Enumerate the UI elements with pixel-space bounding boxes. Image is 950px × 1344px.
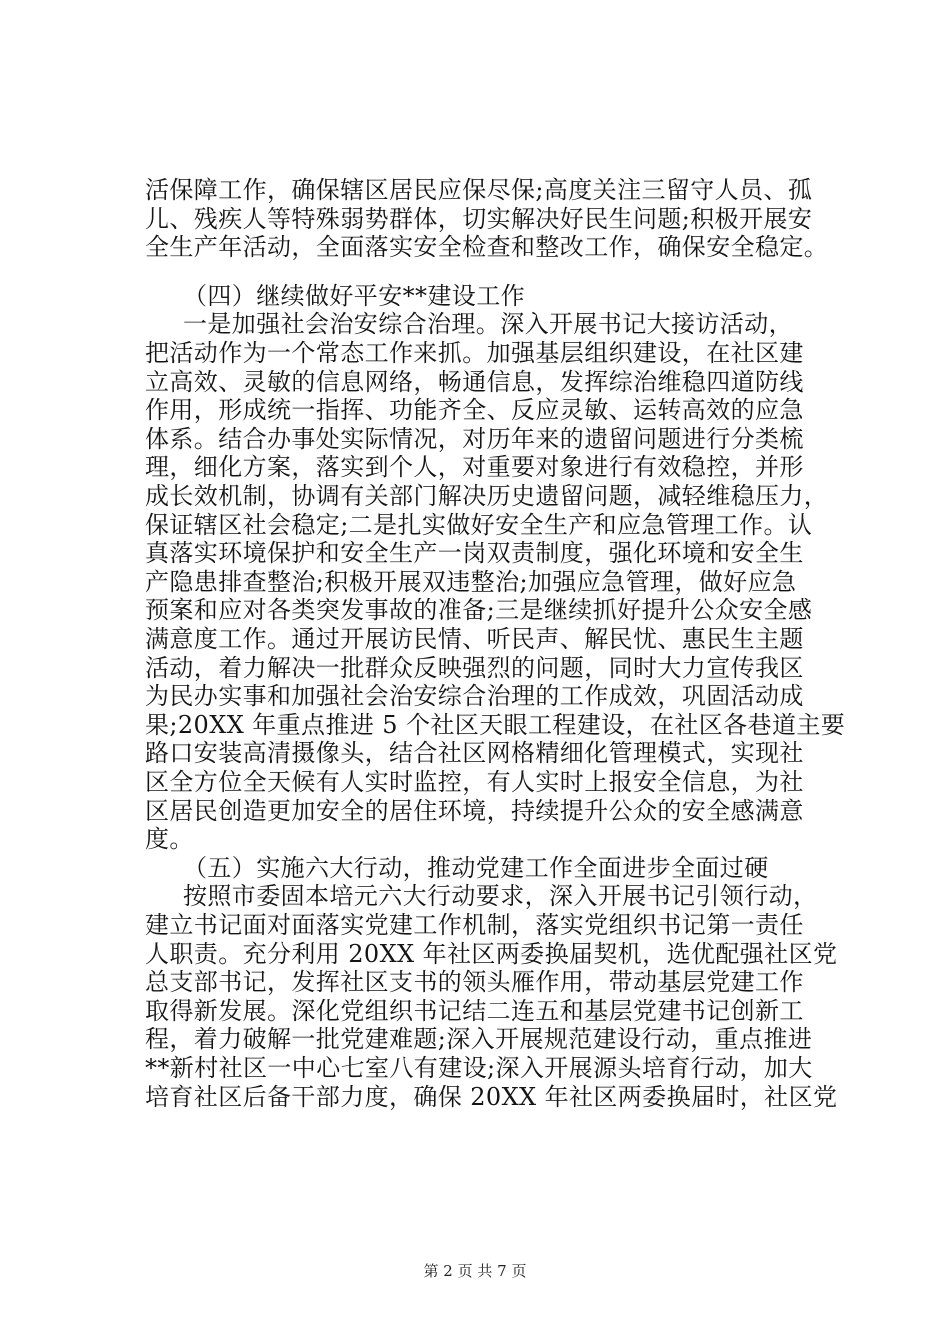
text-line: 预案和应对各类突发事故的准备;三是继续抓好提升公众安全感 [145,596,813,624]
text-line: **新村社区一中心七室八有建设;深入开展源头培育行动，加大 [145,1054,813,1082]
text-line: 区居民创造更加安全的居住环境，持续提升公众的安全感满意 [145,797,804,825]
text-line: 体系。结合办事处实际情况，对历年来的遗留问题进行分类梳 [145,425,804,453]
text-line: 作用，形成统一指挥、功能齐全、反应灵敏、运转高效的应急 [145,396,804,424]
text-line: 路口安装高清摄像头，结合社区网格精细化管理模式，实现社 [145,739,804,767]
text-line: 取得新发展。深化党组织书记结二连五和基层党建书记创新工 [145,997,804,1025]
text-line: 总支部书记，发挥社区支书的领头雁作用，带动基层党建工作 [145,968,804,996]
text-line: 果;20XX 年重点推进 5 个社区天眼工程建设，在社区各巷道主要 [145,711,846,739]
text-line: 成长效机制，协调有关部门解决历史遗留问题，减轻维稳压力， [145,482,829,510]
text-line: 立高效、灵敏的信息网络，畅通信息，发挥综治维稳四道防线 [145,368,804,396]
text-line: 建立书记面对面落实党建工作机制，落实党组织书记第一责任 [145,911,804,939]
text-line: 儿、残疾人等特殊弱势群体，切实解决好民生问题;积极开展安 [145,205,813,233]
section-heading: （五）实施六大行动，推动党建工作全面进步全面过硬 [183,854,769,882]
text-line: 满意度工作。通过开展访民情、听民声、解民忧、惠民生主题 [145,625,804,653]
text-line: 把活动作为一个常态工作来抓。加强基层组织建设，在社区建 [145,339,804,367]
text-line: 保证辖区社会稳定;二是扎实做好安全生产和应急管理工作。认 [145,511,813,539]
text-line: 活保障工作，确保辖区居民应保尽保;高度关注三留守人员、孤 [145,176,813,204]
text-line: 度。 [145,825,194,853]
text-line: 理，细化方案，落实到个人，对重要对象进行有效稳控，并形 [145,453,804,481]
text-line: 全生产年活动，全面落实安全检查和整改工作，确保安全稳定。 [145,233,829,261]
text-line: 人职责。充分利用 20XX 年社区两委换届契机，选优配强社区党 [145,940,838,968]
page-number-footer: 第 2 页 共 7 页 [423,1262,527,1280]
text-line: 为民办实事和加强社会治安综合治理的工作成效，巩固活动成 [145,682,804,710]
text-line: 按照市委固本培元六大行动要求，深入开展书记引领行动， [183,882,818,910]
text-line: 程，着力破解一批党建难题;深入开展规范建设行动，重点推进 [145,1025,813,1053]
section-heading: （四）继续做好平安**建设工作 [183,282,525,310]
text-line: 一是加强社会治安综合治理。深入开展书记大接访活动， [183,310,793,338]
text-line: 真落实环境保护和安全生产一岗双责制度，强化环境和安全生 [145,539,804,567]
text-line: 活动，着力解决一批群众反映强烈的问题，同时大力宣传我区 [145,654,804,682]
text-line: 产隐患排查整治;积极开展双违整治;加强应急管理，做好应急 [145,568,797,596]
text-line: 区全方位全天候有人实时监控，有人实时上报安全信息，为社 [145,768,804,796]
text-line: 培育社区后备干部力度，确保 20XX 年社区两委换届时，社区党 [145,1083,838,1111]
